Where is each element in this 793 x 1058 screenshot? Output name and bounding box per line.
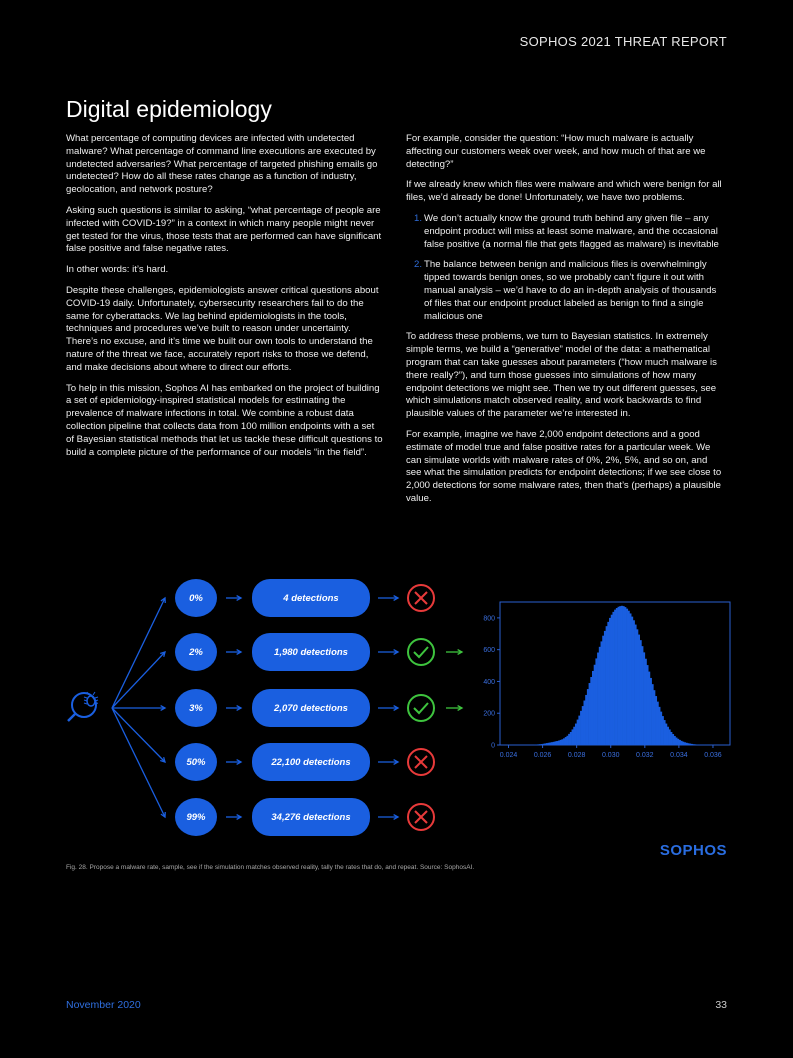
paragraph: To help in this mission, Sophos AI has embarked on the project of building a set of epidemiology-inspired statistical models for estimating the prevalence of malware infections in total. We combine a robust data collection pipeline that collects data from 100 million endpoints with a set of Bayesian statistical methods that let us tackle these difficult questions to build a complete picture of the performance of our models “in the field”. (66, 382, 383, 458)
rate-badge: 99% (175, 798, 217, 836)
histogram-bar (568, 734, 570, 745)
page-number: 33 (715, 999, 727, 1011)
histogram-bar (580, 711, 582, 745)
histogram-bar (578, 716, 580, 745)
histogram-bar (585, 695, 587, 745)
histogram-bar (614, 610, 616, 745)
detections-pill: 4 detections (252, 579, 370, 617)
x-tick-label: 0.026 (533, 752, 552, 759)
fan-arrow-icon (112, 706, 165, 711)
histogram-bar (684, 742, 686, 745)
histogram-bar (544, 743, 546, 745)
histogram-bar (660, 712, 662, 745)
histogram-bar (592, 671, 594, 745)
list-number: 2. (414, 259, 423, 271)
histogram-bar (674, 736, 676, 745)
histogram-bar (583, 701, 585, 745)
arrow-right-icon (226, 650, 241, 655)
histogram-bar (594, 665, 596, 745)
histogram-bar (640, 640, 642, 745)
histogram-bar (616, 608, 618, 745)
detections-pill: 2,070 detections (252, 689, 370, 727)
x-tick-label: 0.034 (670, 752, 688, 759)
arrow-right-icon (446, 706, 462, 711)
histogram-bar (570, 732, 572, 745)
histogram-bar (686, 743, 688, 745)
histogram-bar (618, 607, 620, 745)
left-column (66, 133, 384, 467)
histogram-bar (619, 606, 621, 745)
check-circle-icon (408, 695, 434, 721)
arrow-right-icon (226, 706, 241, 711)
detections-pill: 22,100 detections (252, 743, 370, 781)
rate-badge: 3% (175, 689, 217, 727)
arrow-right-icon (226, 760, 241, 765)
histogram-bar (672, 734, 674, 745)
arrow-right-icon (226, 596, 241, 601)
histogram-bar (556, 741, 558, 745)
histogram-bar (636, 629, 638, 745)
histogram-bar (551, 742, 553, 745)
right-column (406, 133, 724, 514)
histogram-bar (595, 658, 597, 745)
figure-caption: Fig. 28. Propose a malware rate, sample, see if the simulation matches observed reality, tally the rates that do, and repeat. Source: SophosAI. (66, 864, 475, 871)
x-tick-label: 0.032 (636, 752, 654, 759)
histogram-bar (628, 611, 630, 745)
histogram-bar (633, 620, 635, 745)
histogram-bar (650, 678, 652, 745)
histogram-bar (563, 738, 565, 745)
rate-badge: 50% (175, 743, 217, 781)
histogram-bar (546, 743, 548, 745)
paragraph: To address these problems, we turn to Bayesian statistics. In extremely simple terms, we build a “generative” model of the data: a mathematical program that can take guesses about parameters (“how much malware is there really?”), and turn those guesses into simulations of how many endpoint detections we might see. Then we try out different guesses, see which simulations match observed reality, and work backwards to find plausible values of the parameter we’re interested in. (406, 331, 717, 420)
histogram-bar (558, 741, 560, 745)
histogram-bar (653, 690, 655, 745)
x-circle-icon (408, 749, 434, 775)
histogram-bar (549, 742, 551, 745)
paragraph: For example, consider the question: “How much malware is actually affecting our customers week over week, and how much of that are we detecting?” (406, 133, 706, 170)
histogram-bar (681, 741, 683, 745)
histogram-bar (687, 743, 689, 745)
histogram-bar (607, 622, 609, 745)
histogram-bar (624, 607, 626, 745)
histogram-bar (590, 677, 592, 745)
paragraph: For example, imagine we have 2,000 endpoint detections and a good estimate of model true and false positive rates for a particular week. We can simulate worlds with malware rates of 0%, 2%, 5%, and so on, and see what the simulation predicts for endpoint detections; if we see close to 2,000 detections for some malware rates, then that’s (perhaps) a plausible value. (406, 428, 722, 504)
y-tick-label: 600 (483, 647, 495, 655)
histogram-bar (667, 727, 669, 745)
histogram-bar (541, 744, 543, 745)
y-tick-label: 800 (483, 615, 495, 623)
histogram-bar (587, 689, 589, 745)
histogram-bar (641, 646, 643, 745)
histogram-bar (677, 739, 679, 745)
histogram-bar (648, 672, 650, 745)
histogram-bar (573, 727, 575, 745)
histogram-bar (626, 609, 628, 745)
histogram-bar (575, 724, 577, 745)
histogram-bar (631, 617, 633, 745)
histogram-bar (675, 738, 677, 745)
fan-arrow-icon (112, 652, 165, 708)
histogram-bar (669, 729, 671, 745)
histogram-bar (572, 729, 574, 745)
histogram-bar (658, 707, 660, 745)
histogram-bar (621, 606, 623, 745)
arrow-right-icon (378, 596, 398, 601)
histogram-bar (606, 626, 608, 745)
arrow-right-icon (378, 650, 398, 655)
histogram-bar (635, 625, 637, 745)
arrow-right-icon (226, 815, 241, 820)
fan-arrow-icon (112, 708, 165, 762)
rate-badge: 2% (175, 633, 217, 671)
histogram-bar (609, 618, 611, 745)
histogram-chart (470, 596, 770, 806)
histogram-bar (645, 659, 647, 745)
problem-list (406, 213, 724, 323)
fan-arrow-icon (112, 598, 165, 708)
footer-date: November 2020 (66, 999, 141, 1011)
histogram-bar (664, 720, 666, 745)
histogram-bar (604, 631, 606, 745)
y-tick-label: 400 (483, 678, 495, 686)
magnifier-bug-icon (68, 692, 98, 721)
x-circle-icon (408, 804, 434, 830)
arrow-right-icon (446, 650, 462, 655)
rate-badge: 0% (175, 579, 217, 617)
list-text: The balance between benign and malicious files is overwhelmingly tipped towards benign ones, so we probably can’t figure it out with manual analysis – we’d have to do an in-depth analysis of thousands of files that our endpoint product labeled as benign to find a single malicious one (424, 259, 717, 322)
histogram-bar (566, 736, 568, 745)
histogram-bar (657, 702, 659, 745)
histogram-bar (629, 613, 631, 745)
fan-arrow-icon (112, 708, 165, 817)
x-tick-label: 0.028 (567, 752, 586, 759)
histogram-bar (694, 744, 696, 745)
y-tick-label: 0 (491, 742, 495, 750)
page-title: Digital epidemiology (66, 96, 272, 122)
histogram-bar (689, 744, 691, 745)
histogram-bar (597, 653, 599, 745)
arrow-right-icon (378, 815, 398, 820)
paragraph: If we already knew which files were malware and which were benign for all files, we’d already be done! Unfortunately, we have two problems. (406, 179, 722, 204)
list-number: 1. (414, 212, 423, 224)
check-circle-icon (408, 639, 434, 665)
histogram-bar (560, 740, 562, 745)
histogram-bar (679, 740, 681, 745)
histogram-bar (548, 743, 550, 745)
histogram-bar (643, 652, 645, 745)
arrow-right-icon (378, 760, 398, 765)
x-circle-icon (408, 585, 434, 611)
histogram-bar (665, 724, 667, 745)
list-item (406, 213, 724, 251)
y-tick-label: 200 (483, 710, 495, 718)
list-item (406, 259, 724, 323)
x-tick-label: 0.036 (704, 752, 722, 759)
x-tick-label: 0.024 (499, 752, 518, 759)
report-header: SOPHOS 2021 THREAT REPORT (519, 34, 727, 49)
histogram-bar (537, 744, 539, 745)
histogram-bar (652, 684, 654, 745)
histogram-bar (565, 737, 567, 745)
histogram-bar (655, 696, 657, 745)
histogram-bar (638, 635, 640, 745)
list-text: We don’t actually know the ground truth behind any given file – any endpoint product will miss at least some malware, and the occasional false positive (a normal file that gets flagged as malware) is inevitable (424, 212, 719, 250)
histogram-bar (647, 665, 649, 745)
histogram-bar (539, 744, 541, 745)
detections-pill: 34,276 detections (252, 798, 370, 836)
histogram-bar (612, 612, 614, 745)
histogram-bar (599, 647, 601, 745)
paragraph: Despite these challenges, epidemiologists answer critical questions about COVID-19 daily. Unfortunately, cybersecurity researchers fail to do the same for cyberattacks. We lag behind epidemiologists in the tools, techniques and procedures we’ve built to reason under uncertainty. There’s no excuse, and it’s time we built our own tools to understand the nature of the threat we face, accurately report risks to those we defend, and make decisions about where to direct our efforts. (66, 284, 379, 373)
paragraph: In other words: it’s hard. (66, 264, 169, 276)
histogram-bar (623, 606, 625, 745)
histogram-bar (543, 744, 545, 745)
detections-pill: 1,980 detections (252, 633, 370, 671)
histogram-bar (589, 683, 591, 745)
histogram-bar (577, 720, 579, 745)
histogram-bar (693, 744, 695, 745)
histogram-bar (561, 739, 563, 745)
histogram-bar (691, 744, 693, 745)
paragraph: What percentage of computing devices are infected with undetected malware? What percentage of command line executions are executed by undetected adversaries? What percentage of targeted phishing emails go undetected? How do all these rates change as a function of industry, geolocation, and network posture? (66, 133, 378, 196)
histogram-bar (555, 741, 557, 745)
histogram-bar (682, 742, 684, 745)
histogram-bar (582, 706, 584, 745)
histogram-bar (553, 742, 555, 745)
paragraph: Asking such questions is similar to asking, “what percentage of people are infected with COVID-19?” in a context in which many people might never get tested for the virus, those tests that are performed can have significant false positive and false negative rates. (66, 204, 382, 255)
simulation-figure (0, 570, 793, 860)
histogram-bar (602, 636, 604, 745)
arrow-right-icon (378, 706, 398, 711)
histogram-bar (601, 641, 603, 745)
sophos-logo: SOPHOS (659, 842, 727, 859)
histogram-bar (611, 615, 613, 745)
histogram-bar (670, 732, 672, 745)
histogram-bar (662, 716, 664, 745)
x-tick-label: 0.030 (601, 752, 620, 759)
